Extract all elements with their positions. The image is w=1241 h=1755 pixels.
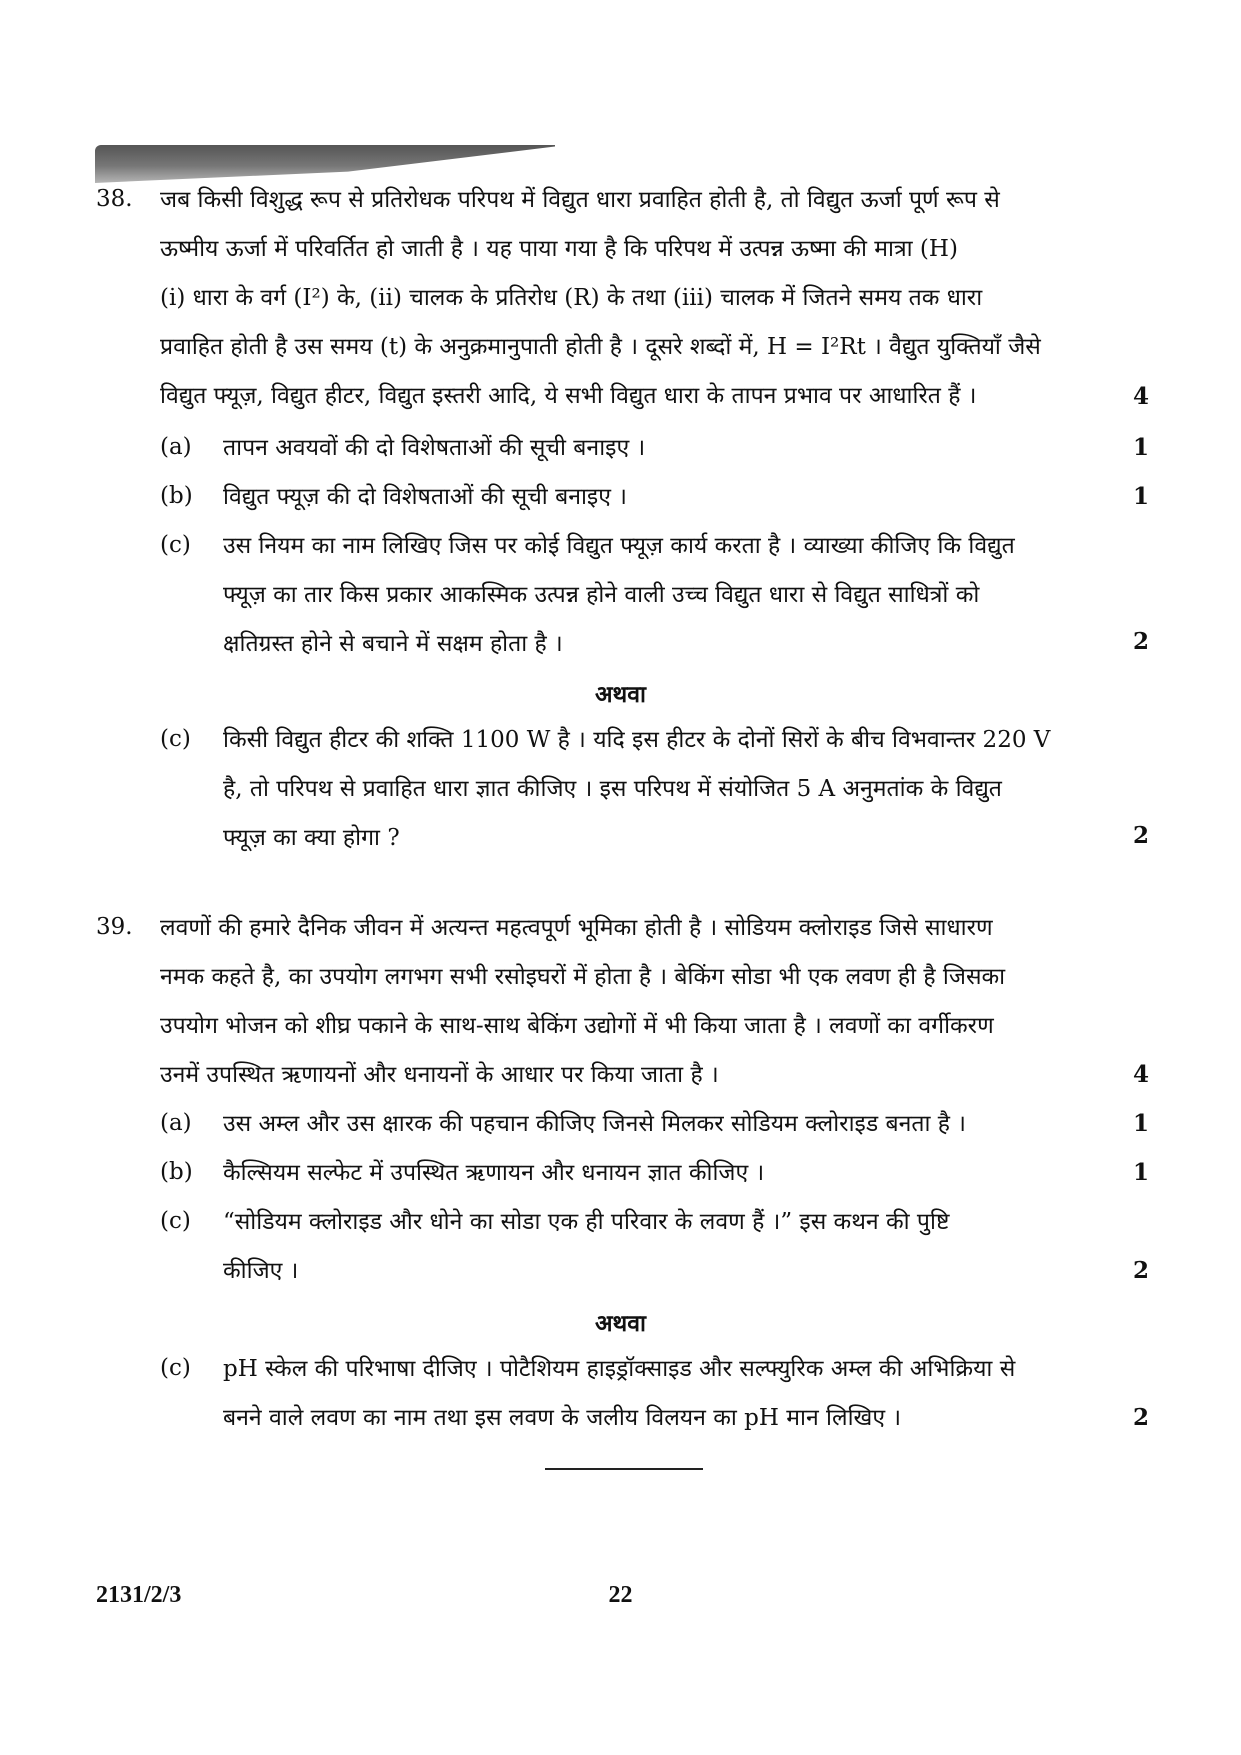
part-label: (b) [160,1159,193,1185]
or-divider-label: अथवा [594,1310,646,1337]
marks: 2 [1132,1404,1149,1431]
end-divider [545,1468,703,1470]
question-39-stem [160,904,1095,1100]
part-a-text: उस अम्ल और उस क्षारक की पहचान कीजिए जिनसे मिलकर सोडियम क्लोराइड बनता है । [223,1111,966,1137]
part-line: कीजिए । [223,1258,299,1284]
question-38-stem [160,176,1095,421]
part-label: (a) [160,1110,192,1136]
stem-line: उपयोग भोजन को शीघ्र पकाने के साथ-साथ बेकिंग उद्योगों में भी किया जाता है । लवणों का वर्गीकरण [160,1013,994,1039]
part-c-text [223,522,1095,669]
stem-line: ऊष्मीय ऊर्जा में परिवर्तित हो जाती है । यह पाया गया है कि परिपथ में उत्पन्न ऊष्मा की मात्रा (H) [160,236,958,262]
stem-line: प्रवाहित होती है उस समय (t) के अनुक्रमानुपाती होती है । दूसरे शब्दों में, H = I²Rt । वैद्युत युक्तियाँ जैसे [160,334,1041,360]
marks: 4 [1132,383,1149,410]
marks: 1 [1132,434,1149,461]
marks: 2 [1132,628,1149,655]
marks: 1 [1132,483,1149,510]
page-number: 22 [608,1582,633,1608]
part-line: फ्यूज़ का तार किस प्रकार आकस्मिक उत्पन्न होने वाली उच्च विद्युत धारा से विद्युत साधित्रों को [223,582,980,608]
stem-line: जब किसी विशुद्ध रूप से प्रतिरोधक परिपथ में विद्युत धारा प्रवाहित होती है, तो विद्युत ऊर्जा पूर्ण रूप से [160,187,1000,213]
part-line: क्षतिग्रस्त होने से बचाने में सक्षम होता है । [223,631,563,657]
stem-line: उनमें उपस्थित ऋणायनों और धनायनों के आधार पर किया जाता है । [160,1062,719,1088]
marks: 4 [1132,1061,1149,1088]
stem-line: लवणों की हमारे दैनिक जीवन में अत्यन्त महत्वपूर्ण भूमिका होती है । सोडियम क्लोराइड जिसे साधारण [160,915,993,941]
part-a-text: तापन अवयवों की दो विशेषताओं की सूची बनाइए । [223,435,646,461]
marks: 1 [1132,1159,1149,1186]
question-number: 38. [96,186,133,212]
part-label: (a) [160,434,192,460]
part-line: “सोडियम क्लोराइड और धोने का सोडा एक ही परिवार के लवण हैं ।” इस कथन की पुष्टि [223,1209,950,1235]
part-label: (c) [160,532,191,558]
stem-line: विद्युत फ्यूज़, विद्युत हीटर, विद्युत इस्तरी आदि, ये सभी विद्युत धारा के तापन प्रभाव पर आधारित हैं । [160,383,977,409]
part-label: (c) [160,726,191,752]
part-c-text [223,1198,1095,1296]
part-line: बनने वाले लवण का नाम तथा इस लवण के जलीय विलयन का pH मान लिखिए । [223,1405,902,1431]
part-b-text: कैल्सियम सल्फेट में उपस्थित ऋणायन और धनायन ज्ञात कीजिए । [223,1160,765,1186]
part-line: pH स्केल की परिभाषा दीजिए । पोटैशियम हाइड्रॉक्साइड और सल्फ्युरिक अम्ल की अभिक्रिया से [223,1356,1016,1382]
part-c-alternative-text [223,716,1095,863]
part-c-alternative-text [223,1345,1095,1443]
part-line: फ्यूज़ का क्या होगा ? [223,825,400,851]
marks: 2 [1132,1257,1149,1284]
question-number: 39. [96,914,133,940]
stem-line: (i) धारा के वर्ग (I²) के, (ii) चालक के प्रतिरोध (R) के तथा (iii) चालक में जितने समय तक धारा [160,285,983,311]
part-line: किसी विद्युत हीटर की शक्ति 1100 W है । यदि इस हीटर के दोनों सिरों के बीच विभवान्तर 220 V [223,727,1051,753]
part-label: (c) [160,1208,191,1234]
marks: 1 [1132,1110,1149,1137]
marks: 2 [1132,822,1149,849]
part-line: उस नियम का नाम लिखिए जिस पर कोई विद्युत फ्यूज़ कार्य करता है । व्याख्या कीजिए कि विद्युत [223,533,1015,559]
part-label: (b) [160,483,193,509]
part-label: (c) [160,1355,191,1381]
part-b-text: विद्युत फ्यूज़ की दो विशेषताओं की सूची बनाइए । [223,484,627,510]
paper-code: 2131/2/3 [96,1582,182,1608]
stem-line: नमक कहते है, का उपयोग लगभग सभी रसोइघरों में होता है । बेकिंग सोडा भी एक लवण ही है जिसका [160,964,1006,990]
or-divider-label: अथवा [594,681,646,708]
part-line: है, तो परिपथ से प्रवाहित धारा ज्ञात कीजिए । इस परिपथ में संयोजित 5 A अनुमतांक के विद्युत [223,776,1002,802]
